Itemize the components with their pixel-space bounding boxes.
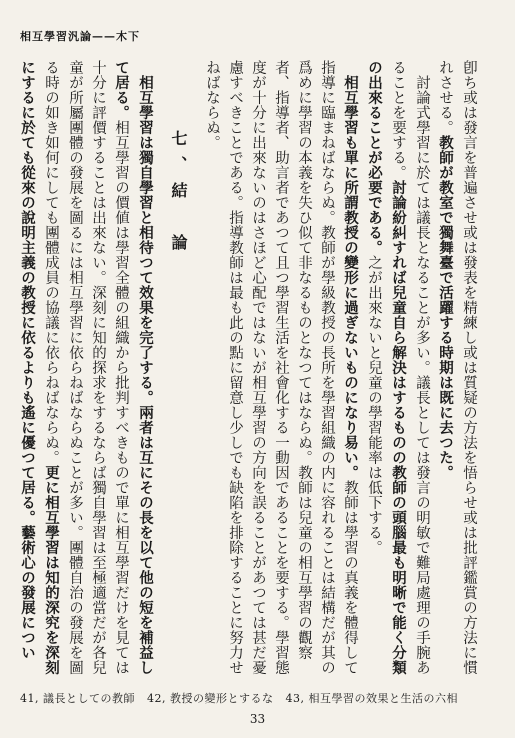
paragraph-3-text-c: 教師が學級教授の長所を學習組織の内に容れることは結構だが其の爲めに學習の本義を失ひ似て非なるものとなつてはならぬ。 xyxy=(296,60,335,675)
paragraph-1 xyxy=(433,60,480,680)
paragraph-4-text-e: 團體自治の發展を圖る時の如き如何にしても團體成員の協議に依らねばならぬ。 xyxy=(43,60,83,675)
paragraph-3-text-e: 學習態度が十分に出來ないのはさほど心配ではないが相互學習の方向を誤ることがあつては甚だ憂慮すべきことである。 xyxy=(227,60,289,675)
paragraph-4-text-a: 相互學習は獨自學習と相待つて效果を完了する。 xyxy=(137,74,154,405)
paragraph-2 xyxy=(362,60,433,680)
section-title: 七、結 論 xyxy=(169,130,188,260)
paragraph-3-text-f: 指導教師は最も此の點に留意し少しでも缺陷を排除することに努力せねばならぬ。 xyxy=(204,60,243,675)
paragraph-4 xyxy=(15,60,157,680)
footnote-43: 43, 相互學習の效果と生活の六相 xyxy=(285,692,458,705)
paragraph-4-text-g: 藝術心の發展につい xyxy=(19,525,36,660)
footnote-42: 42, 教授の變形とするな xyxy=(147,692,274,705)
paragraph-4-text-f: 更に相互學習は知的深究を深刻にするに於ても從來の說明主義の教授に依るよりも遙に優つて居る。 xyxy=(19,60,60,675)
footnote-41: 41, 議長としての教師 xyxy=(20,692,135,705)
paragraph-1-text-a: 卽ち或は發言を普遍させ或は發表を精練し或は質疑の方法を悟らせ或は批評鑑賞の方法に慣れさせる。 xyxy=(437,60,477,675)
page-number: 33 xyxy=(249,712,266,726)
running-header: 相互學習汎論——木下 xyxy=(20,30,140,43)
paragraph-1-text-b: 教師が教室で獨舞臺で活躍する時期は既に去つた。 xyxy=(437,135,454,480)
paragraph-2-text-b: 討論紛糾すれば兒童自ら解決はするものの教師の頭腦最も明晰で能く分類の出來ることが必要である。 xyxy=(366,60,407,675)
paragraph-3 xyxy=(200,60,362,680)
footnote-line xyxy=(20,690,500,706)
paragraph-4-text-d: 深刻に知的探求をするならば獨自學習は至極適當だが各兒童が所屬團體の發展を圖るには相互學習に依らねばならぬことが多い。 xyxy=(67,60,106,675)
paragraph-4-text-b: 兩者は互にその長を以て他の短を補益して居る。 xyxy=(113,60,154,675)
vertical-body-text xyxy=(19,60,480,680)
paragraph-4-text-c: 相互學習の價値は學習全體の組織から批判すべきもので單に相互學習だけを見ては十分に評價することは出來ない。 xyxy=(90,60,129,675)
paragraph-3-text-b: 教師は學習の真義を體得して指導に臨まねばならぬ。 xyxy=(319,60,358,675)
paragraph-3-text-d: 教師は兒童の相互學習の觀察者、指導者、助言者であつて且つ學習生活を社會化する一動因であることを要する。 xyxy=(273,60,312,660)
paragraph-2-text-a: 討論式學習に於ては議長となることが多い。議長としては發言の明敏で難局處理の手腕あることを要する。 xyxy=(390,60,430,675)
paragraph-3-text-a: 相互學習も單に所謂教授の變形に過ぎないものになり易い。 xyxy=(342,74,359,480)
paragraph-2-text-c: 之が出來ないと兒童の學習能率は低下する。 xyxy=(366,255,382,555)
